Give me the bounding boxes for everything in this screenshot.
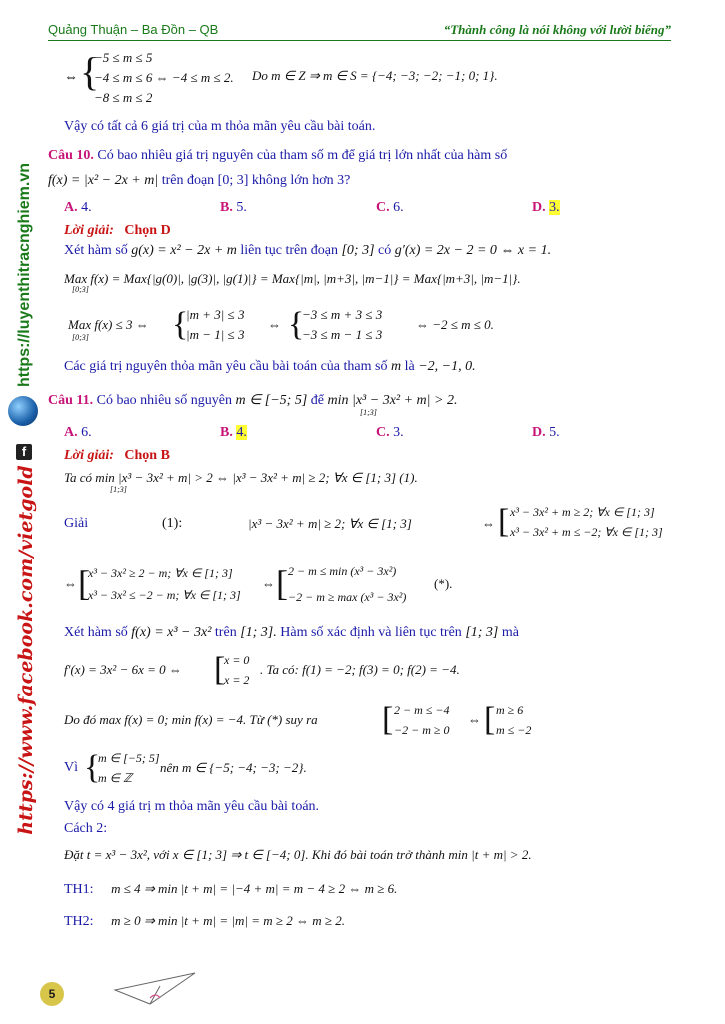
option-a[interactable]: A. 4. xyxy=(64,200,92,215)
question-text: trên đoạn [0; 3] không lớn hơn 3? xyxy=(161,173,351,188)
paper-plane-icon xyxy=(110,968,200,1008)
header-location: Quảng Thuận – Ba Đồn – QB xyxy=(48,22,219,37)
option-c[interactable]: C. 3. xyxy=(376,425,404,440)
solution-step-8: Vậy có 4 giá trị m thỏa mãn yêu cầu bài toán. xyxy=(64,799,320,814)
question-label: Câu 10. xyxy=(48,148,94,163)
header-motto: “Thành công là nói không với lười biếng” xyxy=(443,22,671,37)
solution-step-1: Ta có min |x³ − 3x² + m| > 2 ⇔ |x³ − 3x² + m| ≥ 2; ∀x ∈ [1; 3] (1). xyxy=(64,470,418,485)
case-1: TH1: m ≤ 4 ⇒ min |t + m| = |−4 + m| = m − 4 ≥ 2 ⇔ m ≥ 6. xyxy=(64,881,398,897)
solution-header: Lời giải: Chọn B xyxy=(64,448,170,463)
system-line: −8 ≤ m ≤ 2 xyxy=(94,90,153,105)
system-line: −4 ≤ m ≤ 6 ⇔ −4 ≤ m ≤ 2. xyxy=(94,70,234,85)
range-subscript: [1;3] xyxy=(360,408,377,417)
option-d[interactable]: D. 5. xyxy=(532,425,560,440)
question-label: Câu 11. xyxy=(48,393,94,408)
website-link[interactable]: https://luyenthitracnghiem.vn xyxy=(16,162,33,388)
question-text: Có bao nhiêu giá trị nguyên của tham số m để giá trị lớn nhất của hàm số xyxy=(97,148,508,163)
set-s-expression: Do m ∈ Z ⇒ m ∈ S = {−4; −3; −2; −1; 0; 1}. xyxy=(252,68,498,83)
question-10-line2 xyxy=(48,172,350,190)
header-left xyxy=(48,22,218,37)
facebook-icon[interactable]: f xyxy=(16,444,32,460)
option-d[interactable]: D. 3. xyxy=(532,200,560,215)
question-11: Câu 11. Có bao nhiêu số nguyên m ∈ [−5; 5] để min |x³ − 3x² + m| > 2. xyxy=(48,393,458,408)
top-conclusion: Vậy có tất cả 6 giá trị của m thỏa mãn yêu cầu bài toán. xyxy=(64,119,376,134)
solution-line-4: Các giá trị nguyên thỏa mãn yêu cầu bài toán của tham số m là −2, −1, 0. xyxy=(64,359,476,374)
correct-answer: 3. xyxy=(549,200,560,215)
page-number: 5 xyxy=(40,982,64,1006)
globe-icon xyxy=(8,396,38,426)
option-b[interactable]: B. 4. xyxy=(220,425,247,440)
solution-line-2: Max f(x) = Max{|g(0)|, |g(3)|, |g(1)|} = Max{|m|, |m+3|, |m−1|} = Max{|m+3|, |m−1|}. xyxy=(64,271,521,286)
method-2-label: Cách 2: xyxy=(64,821,108,836)
correct-answer: 4. xyxy=(236,425,247,440)
option-a[interactable]: A. 6. xyxy=(64,425,92,440)
chosen-answer: Chọn D xyxy=(124,223,171,238)
solution-step-7: Vì { m ∈ [−5; 5] m ∈ ℤ nên m ∈ {−5; −4; −3; −2}. xyxy=(64,749,307,786)
solution-step-3: ⇔ [ x³ − 3x² ≥ 2 − m; ∀x ∈ [1; 3] x³ − 3x² ≤ −2 − m; ∀x ∈ [1; 3] ⇔ [ 2 − m ≤ min (x³ − 3x²) −2 − m ≥ max (x³ − 3x²) (*). xyxy=(64,563,453,604)
solution-step-10: Đặt t = x³ − 3x², với x ∈ [1; 3] ⇒ t ∈ [−4; 0]. Khi đó bài toán trở thành min |t + m| > 2. xyxy=(64,847,532,862)
range-subscript: [0;3] xyxy=(72,285,89,294)
solution-step-4: Xét hàm số f(x) = x³ − 3x² trên [1; 3]. Hàm số xác định và liên tục trên [1; 3] mà xyxy=(64,625,519,640)
facebook-link[interactable]: https://www.facebook.com/vietgold xyxy=(15,465,37,835)
sidebar-facebook[interactable] xyxy=(6,465,46,835)
chosen-answer: Chọn B xyxy=(124,448,170,463)
option-c[interactable]: C. 6. xyxy=(376,200,404,215)
system-line: −5 ≤ m ≤ 5 xyxy=(94,50,153,65)
range-subscript: [1;3] xyxy=(110,485,127,494)
header-rule xyxy=(48,40,671,41)
case-2: TH2: m ≥ 0 ⇒ min |t + m| = |m| = m ≥ 2 ⇔ m ≥ 2. xyxy=(64,913,346,929)
sidebar-website[interactable] xyxy=(10,160,40,390)
option-b[interactable]: B. 5. xyxy=(220,200,247,215)
question-10 xyxy=(48,147,668,165)
solution-line-1: Xét hàm số g(x) = x² − 2x + m liên tục trên đoạn [0; 3] có g′(x) = 2x − 2 = 0 ⇔ x = 1. xyxy=(64,243,552,258)
solution-step-6: Do đó max f(x) = 0; min f(x) = −4. Từ (*) suy ra [ 2 − m ≤ −4 −2 − m ≥ 0 ⇔ [ m ≥ 6 m ≤ −2 xyxy=(64,701,532,738)
solution-step-2: Giải (1): |x³ − 3x² + m| ≥ 2; ∀x ∈ [1; 3] ⇔ [ x³ − 3x² + m ≥ 2; ∀x ∈ [1; 3] x³ − 3x² + m ≤ −2; ∀x ∈ [1; 3] xyxy=(64,503,663,540)
solution-step-5: f′(x) = 3x² − 6x = 0 ⇔ [ x = 0 x = 2 . Ta có: f(1) = −2; f(3) = 0; f(2) = −4. xyxy=(64,651,460,688)
function-expression: f(x) = |x² − 2x + m| xyxy=(48,173,159,188)
solution-header: Lời giải: Chọn D xyxy=(64,223,171,238)
